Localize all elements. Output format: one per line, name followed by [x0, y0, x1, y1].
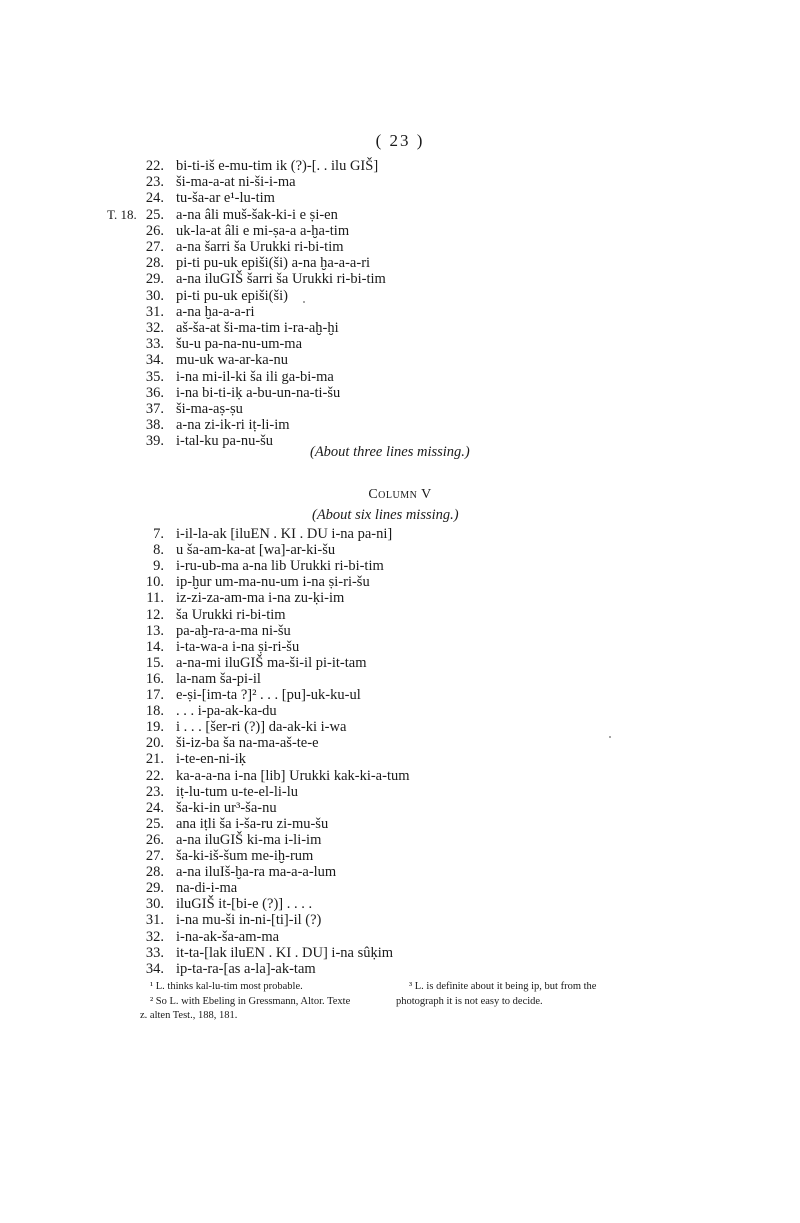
text-line — [0, 304, 800, 320]
line-text: na-di-i-ma — [176, 880, 238, 897]
text-line — [0, 401, 800, 417]
line-text: aš-ša-at ši-ma-tim i-ra-aḫ-ḫi — [176, 320, 339, 336]
text-line — [0, 190, 800, 206]
line-number: 30. — [145, 896, 164, 913]
line-text: ši-ma-aṣ-ṣu — [176, 401, 243, 417]
footnote-3: ³ L. is definite about it being ip, but from the — [409, 981, 597, 992]
text-line — [0, 574, 800, 590]
line-number: 32. — [145, 928, 164, 945]
text-line — [0, 961, 800, 977]
line-text: ši-ma-a-at ni-ši-i-ma — [176, 174, 296, 191]
line-text: . . . i-pa-ak-ka-du — [176, 703, 277, 720]
text-line — [0, 558, 800, 574]
line-text: i-ta-wa-a i-na ṣi-ri-šu — [176, 638, 300, 655]
text-line — [0, 768, 800, 784]
text-line — [0, 623, 800, 639]
line-number: 37. — [145, 401, 164, 417]
line-text: ša Urukki ri-bi-tim — [176, 606, 286, 623]
line-text: ka-a-a-na i-na [lib] Urukki kak-ki-a-tum — [176, 767, 410, 784]
line-number: 10. — [145, 574, 164, 591]
line-number: 22. — [145, 158, 164, 174]
text-line — [0, 223, 800, 239]
text-line — [0, 864, 800, 880]
line-text: ana iṭli ša i-ša-ru zi-mu-šu — [176, 815, 329, 832]
line-text: i-tal-ku pa-nu-šu — [176, 433, 274, 450]
text-line — [0, 526, 800, 542]
line-number: 32. — [145, 320, 164, 336]
text-line — [0, 174, 800, 190]
page-speck — [609, 736, 611, 738]
text-line — [0, 735, 800, 751]
line-text: ip-ta-ra-[as a-la]-ak-tam — [176, 960, 316, 977]
line-number: 9. — [153, 558, 164, 575]
text-line — [0, 880, 800, 896]
text-line — [0, 607, 800, 623]
text-line — [0, 896, 800, 912]
text-line — [0, 929, 800, 945]
line-text: a-na iluGIŠ ki-ma i-li-im — [176, 831, 322, 848]
text-line — [0, 320, 800, 336]
line-number: 23. — [145, 783, 164, 800]
line-number: 28. — [145, 255, 164, 272]
line-number: 34. — [145, 960, 164, 977]
line-number: 28. — [145, 864, 164, 881]
line-number: 30. — [145, 287, 164, 304]
text-line — [0, 542, 800, 558]
line-number: 33. — [145, 336, 164, 353]
line-number: 25. — [145, 206, 164, 223]
line-text: pi-ti pu-uk epiši(ši) — [176, 287, 288, 304]
line-number: 13. — [145, 622, 164, 639]
text-line — [0, 590, 800, 606]
line-number: 11. — [146, 590, 164, 607]
text-line — [0, 655, 800, 671]
text-line — [0, 271, 800, 287]
line-text: iṭ-lu-tum u-te-el-li-lu — [176, 783, 299, 800]
side-label: T. 18. — [107, 207, 137, 222]
text-line — [0, 336, 800, 352]
note-missing-iv: (About three lines missing.) — [310, 444, 470, 460]
line-number: 38. — [145, 417, 164, 434]
footnote-2-continued: z. alten Test., 188, 181. — [140, 1010, 238, 1021]
footnote-1: ¹ L. thinks kal-lu-tim most probable. — [150, 981, 303, 992]
line-number: 26. — [145, 222, 164, 239]
line-text: uk-la-at âli e mi-ṣa-a a-ḫa-tim — [176, 222, 350, 239]
line-number: 24. — [145, 799, 164, 816]
text-line — [0, 417, 800, 433]
text-line — [0, 784, 800, 800]
line-text: i-te-en-ni-iḳ — [176, 751, 247, 768]
line-number: 29. — [145, 271, 164, 288]
column-heading: Column V — [368, 487, 432, 502]
line-text: i-na bi-ti-iḳ a-bu-un-na-ti-šu — [176, 384, 341, 401]
line-text: i-na mu-ši in-ni-[ti]-il (?) — [176, 912, 322, 929]
line-number: 15. — [145, 654, 164, 671]
text-line — [0, 639, 800, 655]
line-text: pi-ti pu-uk epiši(ši) a-na ḫa-a-a-ri — [176, 255, 371, 272]
line-number: 31. — [145, 912, 164, 929]
line-number: 33. — [145, 944, 164, 961]
line-text: i-ru-ub-ma a-na lib Urukki ri-bi-tim — [176, 558, 384, 575]
line-text: i . . . [šer-ri (?)] da-ak-ki i-wa — [176, 719, 347, 736]
line-text: ša-ki-in ur³-ša-nu — [176, 799, 277, 816]
line-text: bi-ti-iš e-mu-tim ik (?)-[. . ilu GIŠ] — [176, 158, 379, 174]
line-number: 20. — [145, 735, 164, 752]
line-number: 29. — [145, 880, 164, 897]
text-line — [0, 751, 800, 767]
line-text: la-nam ša-pi-il — [176, 670, 261, 687]
line-number: 36. — [145, 384, 164, 401]
line-text: e-ṣi-[im-ta ?]² . . . [pu]-uk-ku-ul — [176, 687, 361, 703]
text-line — [0, 239, 800, 255]
footnote-3-continued: photograph it is not easy to decide. — [396, 996, 543, 1007]
text-line — [0, 369, 800, 385]
line-number: 34. — [145, 352, 164, 369]
line-number: 12. — [145, 606, 164, 623]
line-text: ši-iz-ba ša na-ma-aš-te-e — [176, 735, 319, 752]
line-text: šu-u pa-na-nu-um-ma — [176, 336, 303, 353]
line-text: i-na-ak-ša-am-ma — [176, 928, 280, 945]
line-text: a-na šarri ša Urukki ri-bi-tim — [176, 239, 344, 255]
line-number: 14. — [145, 638, 164, 655]
line-number: 17. — [145, 687, 164, 703]
text-line — [0, 800, 800, 816]
line-number: 19. — [145, 719, 164, 736]
line-number: 23. — [145, 174, 164, 191]
text-line — [0, 912, 800, 928]
line-text: ša-ki-iš-šum me-iḫ-rum — [176, 848, 314, 864]
line-number: 31. — [145, 303, 164, 320]
text-line — [0, 352, 800, 368]
line-number: 39. — [145, 433, 164, 450]
line-number: 22. — [145, 767, 164, 784]
line-text: u ša-am-ka-at [wa]-ar-ki-šu — [176, 542, 336, 559]
line-text: i-il-la-ak [iluEN . KI . DU i-na pa-ni] — [176, 526, 393, 542]
note-missing-v: (About six lines missing.) — [312, 507, 459, 523]
line-text: a-na iluGIŠ šarri ša Urukki ri-bi-tim — [176, 271, 386, 288]
line-number: 8. — [153, 542, 164, 559]
line-text: it-ta-[lak iluEN . KI . DU] i-na sûḳim — [176, 944, 394, 961]
line-number: 24. — [145, 190, 164, 207]
text-line — [0, 385, 800, 401]
line-text: iz-zi-za-am-ma i-na zu-ḳi-im — [176, 590, 345, 607]
line-number: 16. — [145, 670, 164, 687]
text-line — [0, 945, 800, 961]
line-text: a-na âli muš-šak-ki-i e ṣi-en — [176, 206, 338, 223]
line-text: i-na mi-il-ki ša ili ga-bi-ma — [176, 368, 334, 385]
text-line — [0, 671, 800, 687]
line-text: a-na ḫa-a-a-ri — [176, 303, 255, 320]
text-line — [0, 848, 800, 864]
line-number: 26. — [145, 831, 164, 848]
text-line — [0, 703, 800, 719]
text-line — [0, 687, 800, 703]
line-text: iluGIŠ it-[bi-e (?)] . . . . — [176, 896, 313, 913]
line-text: tu-ša-ar e¹-lu-tim — [176, 190, 275, 207]
page-speck — [303, 301, 305, 303]
line-text: a-na iluIš-ḫa-ra ma-a-a-lum — [176, 864, 337, 881]
line-text: a-na-mi iluGIŠ ma-ši-il pi-it-tam — [176, 654, 367, 671]
text-line — [0, 719, 800, 735]
text-line — [0, 832, 800, 848]
line-number: 18. — [145, 703, 164, 720]
text-line — [0, 255, 800, 271]
line-text: mu-uk wa-ar-ka-nu — [176, 352, 289, 369]
footnote-2: ² So L. with Ebeling in Gressmann, Altor. Texte — [150, 996, 351, 1007]
text-line — [0, 288, 800, 304]
line-number: 35. — [145, 368, 164, 385]
page-number: ( 23 ) — [375, 131, 425, 150]
line-text: a-na zi-ik-ri iṭ-li-im — [176, 417, 290, 434]
line-text: ip-ḫur um-ma-nu-um i-na ṣi-ri-šu — [176, 574, 370, 591]
line-number: 25. — [145, 815, 164, 832]
text-line — [0, 816, 800, 832]
line-number: 21. — [145, 751, 164, 768]
text-line — [0, 158, 800, 174]
line-number: 7. — [153, 526, 164, 542]
line-number: 27. — [145, 848, 164, 864]
line-number: 27. — [145, 239, 164, 255]
line-text: pa-aḫ-ra-a-ma ni-šu — [176, 622, 291, 639]
